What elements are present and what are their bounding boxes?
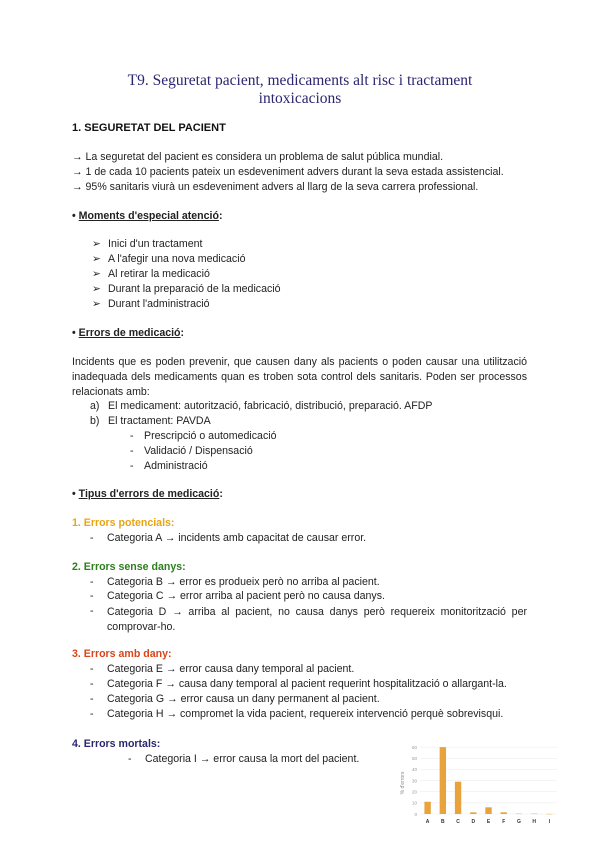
potencials-heading: 1. Errors potencials:	[72, 517, 175, 529]
tipus-heading: • Tipus d'errors de medicació:	[72, 488, 223, 500]
errors-bar-chart	[392, 728, 562, 833]
mortals-heading: 4. Errors mortals:	[72, 738, 161, 750]
list-item: ➢ A l'afegir una nova medicació	[92, 253, 246, 265]
arrowhead-icon: ➢	[92, 253, 101, 265]
list-item: - Categoria A → incidents amb capacitat de causar error.	[90, 532, 367, 544]
chart-bar-E	[485, 807, 491, 814]
arrowhead-icon: ➢	[92, 283, 101, 295]
chart-x-tick-label: D	[471, 819, 476, 825]
arrowhead-icon: ➢	[92, 298, 101, 310]
chart-bar-B	[440, 747, 446, 814]
list-item: - Categoria H → compromet la vida pacient, requereix intervenció perquè sobrevisqui.	[90, 708, 504, 720]
chart-x-tick-label: I	[548, 819, 551, 825]
section-heading-seguretat: 1. SEGURETAT DEL PACIENT	[72, 122, 226, 134]
chart-y-tick-label: 60	[411, 744, 417, 750]
intro-line: → 95% sanitaris viurà un esdeveniment advers al llarg de la seva carrera professional.	[72, 181, 479, 193]
chart-x-tick-label: G	[516, 819, 521, 825]
list-item: - Categoria E → error causa dany temporal al pacient.	[90, 663, 355, 675]
list-item: - Prescripció o automedicació	[130, 430, 277, 442]
chart-y-tick-label: 40	[411, 767, 417, 773]
moments-heading: • Moments d'especial atenció:	[72, 210, 223, 222]
list-item: b) El tractament: PAVDA	[90, 415, 211, 427]
tipus-heading-text: Tipus d'errors de medicació	[78, 488, 220, 500]
chart-y-tick-label: 20	[411, 789, 417, 795]
chart-bar-C	[455, 782, 461, 814]
list-item: - Categoria B → error es produeix però no arriba al pacient.	[90, 576, 380, 588]
list-item: - Administració	[130, 460, 208, 472]
title-line-1: T9. Seguretat pacient, medicaments alt risc i tractament	[127, 72, 473, 89]
list-item: ➢ Inici d'un tractament	[92, 238, 203, 250]
list-item: ➢ Al retirar la medicació	[92, 268, 210, 280]
chart-x-tick-label: H	[532, 819, 536, 825]
chart-x-tick-label: A	[425, 819, 430, 825]
chart-y-tick-label: 50	[411, 756, 417, 762]
list-item: a) El medicament: autorització, fabricació, distribució, preparació. AFDP	[90, 400, 433, 412]
chart-y-tick-label: 0	[414, 811, 417, 817]
chart-x-tick-label: E	[486, 819, 491, 825]
list-item: - Categoria D → arriba al pacient, no causa danys però requereix monitorització per comprovar-ho.	[90, 605, 527, 633]
amb-dany-heading: 3. Errors amb dany:	[72, 648, 172, 660]
chart-x-tick-label: C	[456, 819, 460, 825]
list-item: - Categoria I → error causa la mort del pacient.	[128, 753, 360, 765]
page-title	[0, 72, 600, 108]
errors-heading: • Errors de medicació:	[72, 327, 185, 339]
arrowhead-icon: ➢	[92, 238, 101, 250]
chart-bar-A	[424, 802, 430, 814]
sense-danys-heading: 2. Errors sense danys:	[72, 561, 186, 573]
moments-heading-text: Moments d'especial atenció	[78, 210, 219, 222]
bullet-icon: •	[72, 327, 76, 339]
chart-x-tick-label: B	[441, 819, 445, 825]
arrowhead-icon: ➢	[92, 268, 101, 280]
chart-y-tick-label: 10	[411, 800, 417, 806]
chart-y-tick-label: 30	[411, 778, 417, 784]
errors-heading-text: Errors de medicació	[78, 327, 181, 339]
list-item: ➢ Durant l'administració	[92, 298, 210, 310]
chart-bar-D	[470, 812, 476, 814]
list-item: - Validació / Dispensació	[130, 445, 253, 457]
list-item: - Categoria C → error arriba al pacient però no causa danys.	[90, 590, 385, 602]
title-line-2: intoxicacions	[258, 90, 342, 107]
list-item: - Categoria G → error causa un dany permanent al pacient.	[90, 693, 380, 705]
intro-line: → 1 de cada 10 pacients pateix un esdeveniment advers durant la seva estada assistencial.	[72, 166, 504, 178]
list-item: ➢ Durant la preparació de la medicació	[92, 283, 281, 295]
chart-y-axis-label: % d'errors	[400, 771, 406, 795]
bullet-icon: •	[72, 210, 76, 222]
intro-line: → La seguretat del pacient es considera un problema de salut pública mundial.	[72, 151, 444, 163]
list-item: - Categoria F → causa dany temporal al pacient requerint hospitalització o allargant-la.	[90, 678, 507, 690]
chart-x-tick-label: F	[502, 819, 506, 825]
errors-paragraph: Incidents que es poden prevenir, que causen dany als pacients o poden causar una utilització inadequada dels medicaments quan es troben sota control dels sanitaris. Poden ser processos relacionats amb:	[72, 356, 527, 398]
chart-bar-F	[501, 812, 507, 814]
bullet-icon: •	[72, 488, 76, 500]
